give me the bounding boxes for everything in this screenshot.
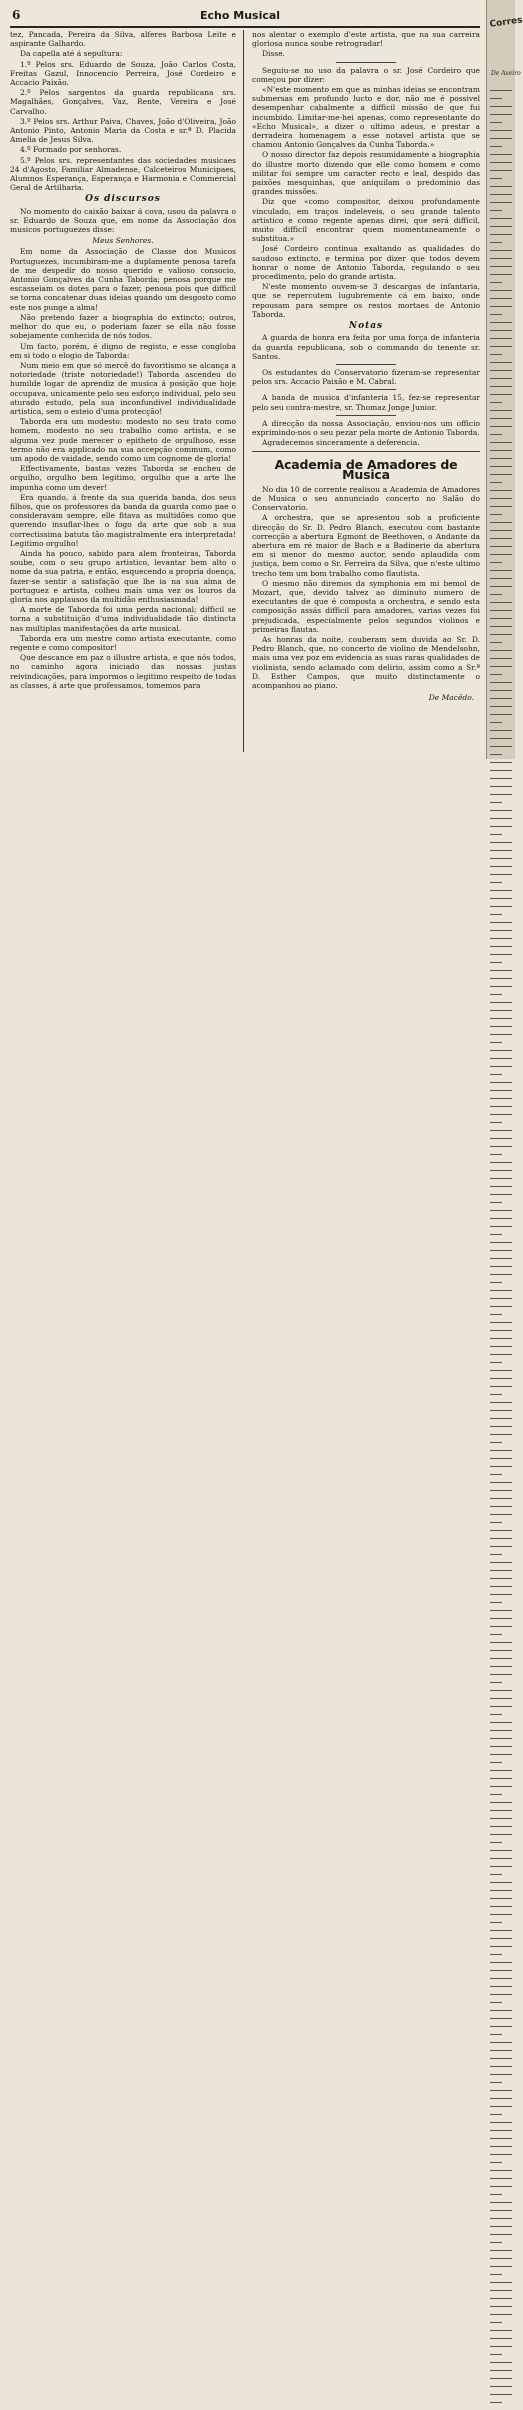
paragraph: 2.º Pelos sargentos da guarda republicana srs. Magalhães, Gonçalves, Vaz, Rente, Vereira e José Carvalho. xyxy=(10,88,236,116)
speech-paragraph: A morte de Taborda foi uma perda nacional; difficil se torna a substituição d'uma individualidade tão distincta nas multiplas manifestações da arte musical. xyxy=(10,605,236,633)
paragraph: No momento do caixão baixar á cova, usou da palavra o sr. Eduardo de Souza que, em nome da Associação dos musicos portuguezes disse: xyxy=(10,206,236,235)
page-header xyxy=(10,6,480,28)
paragraph: O nosso director faz depois resumidamente a biographia do illustre morto dizendo que elle como homem e como militar foi sempre um caracter recto e leal, despido das paixões mesquinhas, que aniquilam o predominio das grandes missões. xyxy=(252,150,480,197)
nota-paragraph: Os estudantes do Conservatorio fizeram-se representar pelos srs. Accacio Paixão e M. Cabral. xyxy=(252,367,480,387)
divider xyxy=(336,415,396,416)
speech-paragraph: Num meio em que só mercê do favoritismo se alcança a notoriedade (triste notoriedade!) Taborda ascendeu do humilde logar de aprendiz de musica á posição que hoje occupava, unicamente pelo seu esforço individual, pelo seu aturado estudo, pela sua inconfundivel individualidade artistica, sem o esteio d'uma protecção! xyxy=(10,360,236,416)
divider xyxy=(336,62,396,63)
adjacent-page-edge xyxy=(486,0,523,759)
nota-paragraph: A guarda de honra era feita por uma força de infanteria da guarda republicana, sob o commando do tenente sr. Santos. xyxy=(252,333,480,361)
speech-paragraph: Um facto, porém, é digno de registo, e esse congloba em si todo o elogio de Taborda: xyxy=(10,341,236,360)
paragraph: Da capella até á sepultura: xyxy=(20,49,123,59)
paragraph: 5.º Pelos srs. representantes das sociedades musicaes 24 d'Agosto, Familiar Almadense, Calceteiros Municipaes, Alumnos Esperança, Esperança e Harmonia e Commercial Geral de Artilharia. xyxy=(10,155,236,193)
section-heading-notas: Notas xyxy=(348,321,384,332)
column-divider xyxy=(243,30,244,752)
article-heading-academia: Academia de Amadores de Musica xyxy=(274,457,458,482)
divider xyxy=(336,389,396,390)
paragraph: N'este momento ouvem-se 3 descargas de infantaria, que se repercutem lugubremente cá em baixo, onde repousam para sempre os restos mortaes de Antonio Taborda. xyxy=(252,282,480,319)
left-column xyxy=(10,30,236,755)
article-paragraph: O mesmo não diremos da symphonia em mi bemol de Mozart, que, devido talvez ao diminuto numero de executantes de que é composta a orchestra, e sendo esta composição assás difficil para amadores, varias vezes foi prejudicada, especialmente pelos segundos violinos e primeiras flautas. xyxy=(252,578,480,634)
article-paragraph: As honras da noite, couberam sem duvida ao Sr. D. Pedro Blanch, que, no concerto de violino de Mendelsohn, mais uma vez poz em evidencia as suas raras qualidades de violinista, sendo aclamado com delirio, assim como a Sr.ª D. Esther Campos, que muito distinctamente o acompanhou ao piano. xyxy=(252,634,480,690)
speech-paragraph: Que descance em paz o illustre artista, e que nós todos, no caminho agora iniciado das nossas justas reivindicações, para impormos o legitimo respeito de todas as classes, á arte que professamos, tomemos para xyxy=(10,653,236,690)
speech-paragraph: Effectivamente, bastas vezes Taborda se encheu de orgulho, orgulho bem legitimo, orgulho que a arte lhe impunha como um dever! xyxy=(10,464,236,492)
paragraph: 4.º Formado por senhoras. xyxy=(20,145,122,155)
nota-paragraph: A banda de musica d'infanteria 15, fez-se representar pelo seu contra-mestre, sr. Thomaz Jonge Junior. xyxy=(252,393,480,412)
nota-paragraph: Agradecemos sinceramente a deferencia. xyxy=(262,438,420,448)
speech-paragraph: Era quando, á frente da sua querida banda, dos seus filhos, que os professores da banda da guarda como pae o consideravam sempre, elle fitava as multidões como que querendo insuflar-lhes o fogo da arte que sob a sua correctissima batuta tão magistralmente era interpretada! Legitimo orgulho! xyxy=(10,492,236,548)
paragraph: Seguiu-se no uso da palavra o sr. José Cordeiro que começou por dizer: xyxy=(252,65,480,84)
speech-paragraph: Taborda era um modesto: modesto no seu trato como homem, modesto no seu trabalho como artista, e se alguma vez pude merecer o epitheto de orgulhoso, esse termo não era applicado na sua accepção commum, como um apodo de vaidade, sendo como um cognome de gloria! xyxy=(10,417,236,463)
paragraph: 3.º Pelos srs. Arthur Paiva, Chaves, João d'Oliveira, João Antonio Pinto, Antonio Maria da Costa e sr.ª D. Placida Amelia de Jesus Silva. xyxy=(10,116,236,145)
adjacent-text-lines xyxy=(490,90,512,2410)
section-heading-discursos: Os discursos xyxy=(85,194,161,205)
paragraph: 1.º Pelos srs. Eduardo de Souza, João Carlos Costa, Freitas Gazul, Innocencio Perreira, José Cordeiro e Accacio Paixão. xyxy=(10,59,236,88)
paragraph: Diz que «como compositor, deixou profundamente vinculado, em traços indeleveis, o seu grande talento artistico e como regente apenas direi, que será difficil, muito difficil encontrar quem momentaneamente o substitua.» xyxy=(252,197,480,244)
right-column xyxy=(252,30,480,755)
speech-paragraph: Não pretendo fazer a biographia do extincto; outros, melhor do que eu, o poderiam fazer se ella não fosse sobejamente conhecida de nós todos. xyxy=(10,312,236,341)
signature: De Macêdo. xyxy=(428,693,474,703)
divider xyxy=(252,451,480,452)
paragraph: José Cordeiro continua exaltando as qualidades do saudoso extincto, e termina por dizer que todos devem honrar o nome de Antonio Taborda, regulando o seu procedimento, pelo do grande artista. xyxy=(252,244,480,282)
adjacent-page-title: Corres xyxy=(489,15,523,30)
salutation: Meus Senhores. xyxy=(92,236,154,246)
paragraph: nos alentar o exemplo d'este artista, que na sua carreira gloriosa nunca soube retrogradar! xyxy=(252,30,480,49)
newspaper-page xyxy=(0,0,523,759)
paragraph: Disse. xyxy=(262,49,285,59)
article-paragraph: A orchestra, que se apresentou sob a proficiente direcção do Sr. D. Pedro Blanch, executou com bastante correcção a abertura Egmont de Beethoven, o Andante da abertura em ré maior de Bach e a Badinerie da abertura em si menor do mesmo auctor, sendo aplaudida com justiça, bem como o Sr. Ferreira da Silva, que n'este ultimo trecho tem um bom trabalho como flautista. xyxy=(252,513,480,578)
paragraph: tez, Pancada, Pereira da Silva, alferes Barbosa Leite e aspirante Galhardo. xyxy=(10,30,236,49)
nota-paragraph: A direcção da nossa Associação, enviou-nos um officio exprimindo-nos o seu pezar pela morte de Antonio Taborda. xyxy=(252,418,480,437)
article-paragraph: No dia 10 de corrente realisou a Academia de Amadores de Musica o seu annunciado concerto no Salão do Conservatorio. xyxy=(252,484,480,513)
speech-paragraph: Ainda ha pouco, sabido para alem fronteiras, Taborda soube, com o seu grupo artistico, levantar bem alto o nome da sua patria, e então, esquecendo a propria doença, fazer-se sentir a satisfação que lhe ia na sua alma de portuguez e artista, colheu mais uma vez os louros da gloria nos applausos da multidão enthusiasmada! xyxy=(10,548,236,604)
divider xyxy=(336,364,396,365)
page-number: 6 xyxy=(12,8,21,22)
paragraph: «N'este momento em que as minhas ideias se encontram submersas em profundo lucto e dor, não me é possivel desempenhar cabalmente a difficil missão de que fui incumbido. Limitar-me-hei apenas, como representante do «Echo Musical», a dizer o ultimo adeus, e prestar a derradeira homenagem a esse notavel artista que se chamou Antonio Gonçalves da Cunha Taborda.» xyxy=(252,85,480,150)
speech-paragraph: Em nome da Associação de Classe dos Musicos Portuguezes, incumbiram-me a duplamente penosa tarefa de me despedir do nosso querido e valioso consocio, Antonio Gonçalves da Cunha Taborda; penosa porque me escasseiam os dotes para o fazer, penosa pois que difficil se torna concatenar duas ideias quando um desgosto como este nos punge a alma! xyxy=(10,247,236,312)
publication-title: Echo Musical xyxy=(200,9,281,22)
adjacent-page-subtitle: De Aveiro xyxy=(491,70,521,77)
speech-paragraph: Taborda era um mestre como artista executante, como regente e como compositor! xyxy=(10,633,236,652)
